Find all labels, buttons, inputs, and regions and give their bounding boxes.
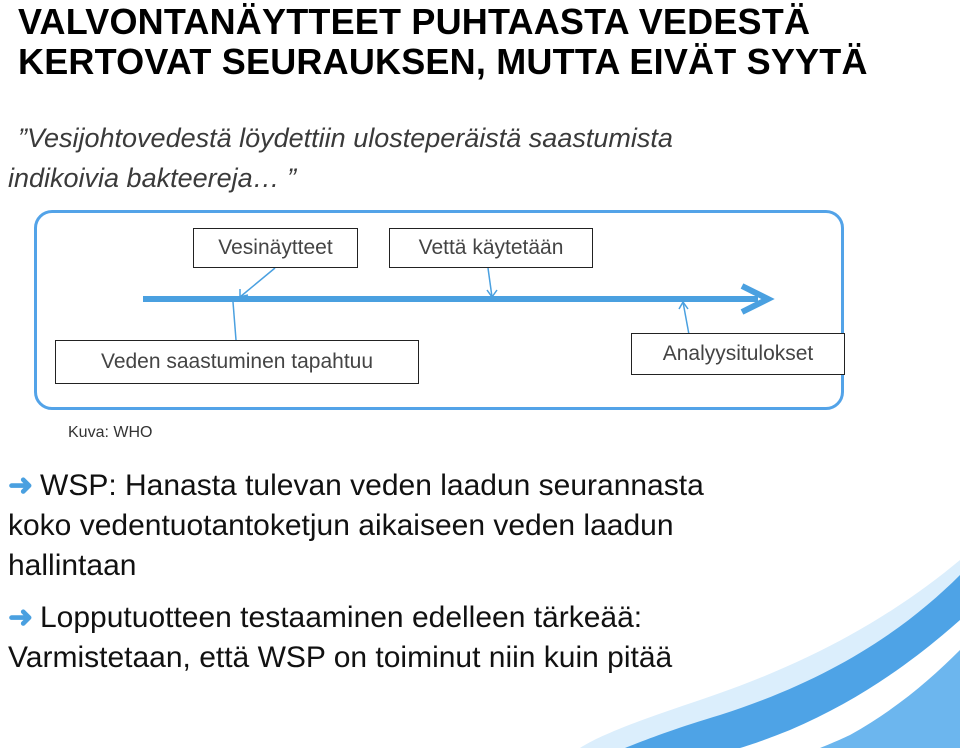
bullet-point-2 <box>8 598 672 678</box>
label-vetta-kaytetaan: Vettä käytetään <box>389 228 593 268</box>
bullet-2-line-2: Varmistetaan, että WSP on toiminut niin kuin pitää <box>8 641 673 674</box>
bullet-2-line-1: Lopputuotteen testaaminen edelleen tärkeää: <box>40 601 643 634</box>
quote-line-2: indikoivia bakteereja… ” <box>8 163 297 193</box>
right-arrow-icon: ➜ <box>8 601 34 634</box>
right-arrow-icon: ➜ <box>8 469 34 502</box>
bullet-point-1 <box>8 466 704 586</box>
bullet-1-line-3: hallintaan <box>8 549 137 582</box>
quote-line-1: ”Vesijohtovedestä löydettiin ulosteperäistä saastumista <box>18 123 673 153</box>
connector-saastuminen <box>233 302 236 340</box>
bullet-1-line-2: koko vedentuotantoketjun aikaiseen veden laadun <box>8 509 674 542</box>
title-line-2: KERTOVAT SEURAUKSEN, MUTTA EIVÄT SYYTÄ <box>18 41 868 82</box>
connector-vesinaytteet <box>240 268 275 297</box>
bullet-1-line-1: WSP: Hanasta tulevan veden laadun seurannasta <box>40 469 704 502</box>
label-saastuminen: Veden saastuminen tapahtuu <box>55 340 419 384</box>
title-line-1: VALVONTANÄYTTEET PUHTAASTA VEDESTÄ <box>18 1 811 42</box>
label-analyysitulokset: Analyysitulokset <box>631 333 845 375</box>
figure-caption: Kuva: WHO <box>68 424 153 441</box>
label-vesinaytteet: Vesinäytteet <box>193 228 358 268</box>
